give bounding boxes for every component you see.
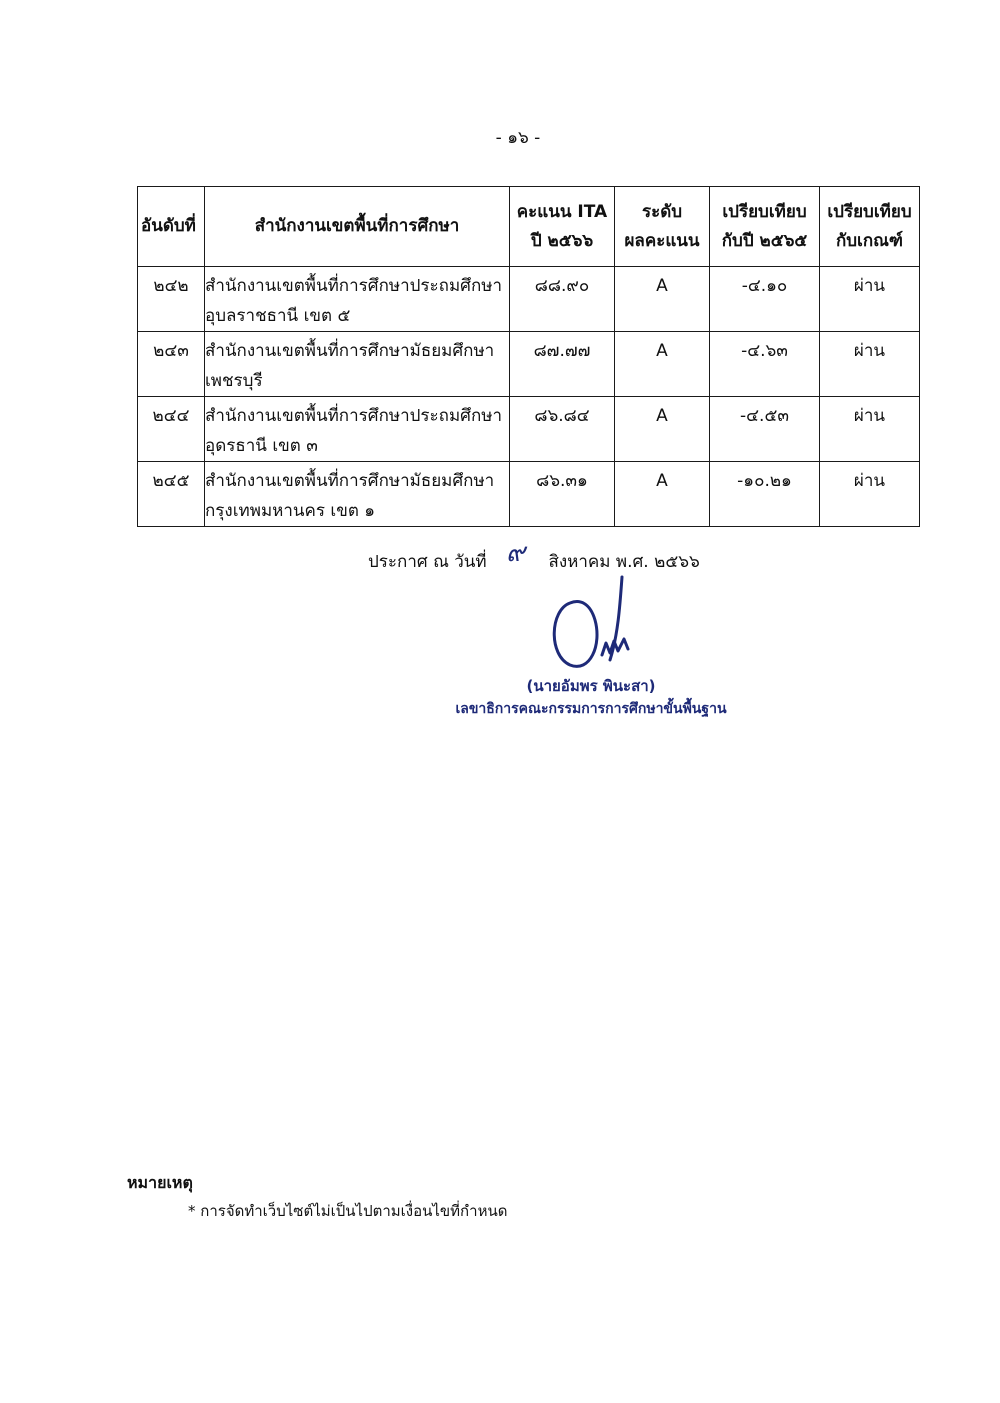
cell-level: A: [615, 462, 710, 527]
note-heading: หมายเหตุ: [127, 1173, 193, 1192]
cell-office-line2: กรุงเทพมหานคร เขต ๑: [205, 501, 376, 521]
header-rank: อันดับที่: [138, 187, 205, 267]
cell-level: A: [615, 332, 710, 397]
cell-office: [205, 267, 510, 332]
page-number: - ๑๖ -: [495, 128, 541, 148]
cell-office-line1: สำนักงานเขตพื้นที่การศึกษามัธยมศึกษา: [205, 341, 495, 361]
cell-compare-year: -๑๐.๒๑: [710, 462, 820, 527]
cell-rank: ๒๔๓: [138, 332, 205, 397]
cell-compare-year: -๔.๕๓: [710, 397, 820, 462]
cell-compare-criteria: ผ่าน: [820, 462, 920, 527]
header-score: [510, 187, 615, 267]
cell-compare-year: -๔.๖๓: [710, 332, 820, 397]
header-level: [615, 187, 710, 267]
signer-position: เลขาธิการคณะกรรมการการศึกษาขั้นพื้นฐาน: [455, 701, 727, 717]
table-row: [138, 397, 920, 462]
header-score-line1: คะแนน ITA: [516, 201, 608, 222]
note-item: * การจัดทำเว็บไซต์ไม่เป็นไปตามเงื่อนไขที่กำหนด: [188, 1202, 508, 1220]
header-compare-criteria-line1: เปรียบเทียบ: [827, 201, 912, 222]
cell-office: [205, 462, 510, 527]
cell-office-line2: อุบลราชธานี เขต ๕: [205, 306, 351, 326]
header-office: สำนักงานเขตพื้นที่การศึกษา: [205, 187, 510, 267]
header-compare-criteria-line2: กับเกณฑ์: [835, 230, 904, 251]
cell-office: [205, 397, 510, 462]
header-level-line1: ระดับ: [641, 201, 683, 222]
cell-office-line2: อุดรธานี เขต ๓: [205, 436, 318, 456]
cell-compare-year: -๔.๑๐: [710, 267, 820, 332]
table-row: [138, 462, 920, 527]
header-compare-year-line2: กับปี ๒๕๖๕: [721, 230, 808, 251]
cell-rank: ๒๔๔: [138, 397, 205, 462]
cell-level: A: [615, 267, 710, 332]
ita-results-table: [137, 186, 920, 527]
header-score-line2: ปี ๒๕๖๖: [530, 230, 594, 251]
announcement-prefix: ประกาศ ณ วันที่: [368, 552, 487, 572]
announcement-day-handwritten: ๙: [506, 538, 526, 568]
cell-office: [205, 332, 510, 397]
table-header-row: [138, 187, 920, 267]
header-compare-year-line1: เปรียบเทียบ: [722, 201, 807, 222]
header-level-line2: ผลคะแนน: [624, 230, 700, 251]
signature-mark: [540, 575, 650, 680]
cell-office-line1: สำนักงานเขตพื้นที่การศึกษาประถมศึกษา: [205, 406, 503, 426]
announcement-line: [368, 538, 700, 579]
cell-compare-criteria: ผ่าน: [820, 332, 920, 397]
cell-office-line1: สำนักงานเขตพื้นที่การศึกษาประถมศึกษา: [205, 276, 503, 296]
announcement-month-year: สิงหาคม พ.ศ. ๒๕๖๖: [548, 552, 700, 572]
header-compare-criteria: [820, 187, 920, 267]
cell-office-line1: สำนักงานเขตพื้นที่การศึกษามัธยมศึกษา: [205, 471, 495, 491]
cell-compare-criteria: ผ่าน: [820, 267, 920, 332]
signer-name: (นายอัมพร พินะสา): [526, 677, 656, 695]
cell-score: ๘๖.๓๑: [510, 462, 615, 527]
cell-compare-criteria: ผ่าน: [820, 397, 920, 462]
cell-score: ๘๖.๘๔: [510, 397, 615, 462]
cell-level: A: [615, 397, 710, 462]
header-compare-year: [710, 187, 820, 267]
cell-rank: ๒๔๒: [138, 267, 205, 332]
cell-office-line2: เพชรบุรี: [205, 371, 263, 391]
cell-score: ๘๗.๗๗: [510, 332, 615, 397]
cell-rank: ๒๔๕: [138, 462, 205, 527]
table-row: [138, 332, 920, 397]
cell-score: ๘๘.๙๐: [510, 267, 615, 332]
table-row: [138, 267, 920, 332]
